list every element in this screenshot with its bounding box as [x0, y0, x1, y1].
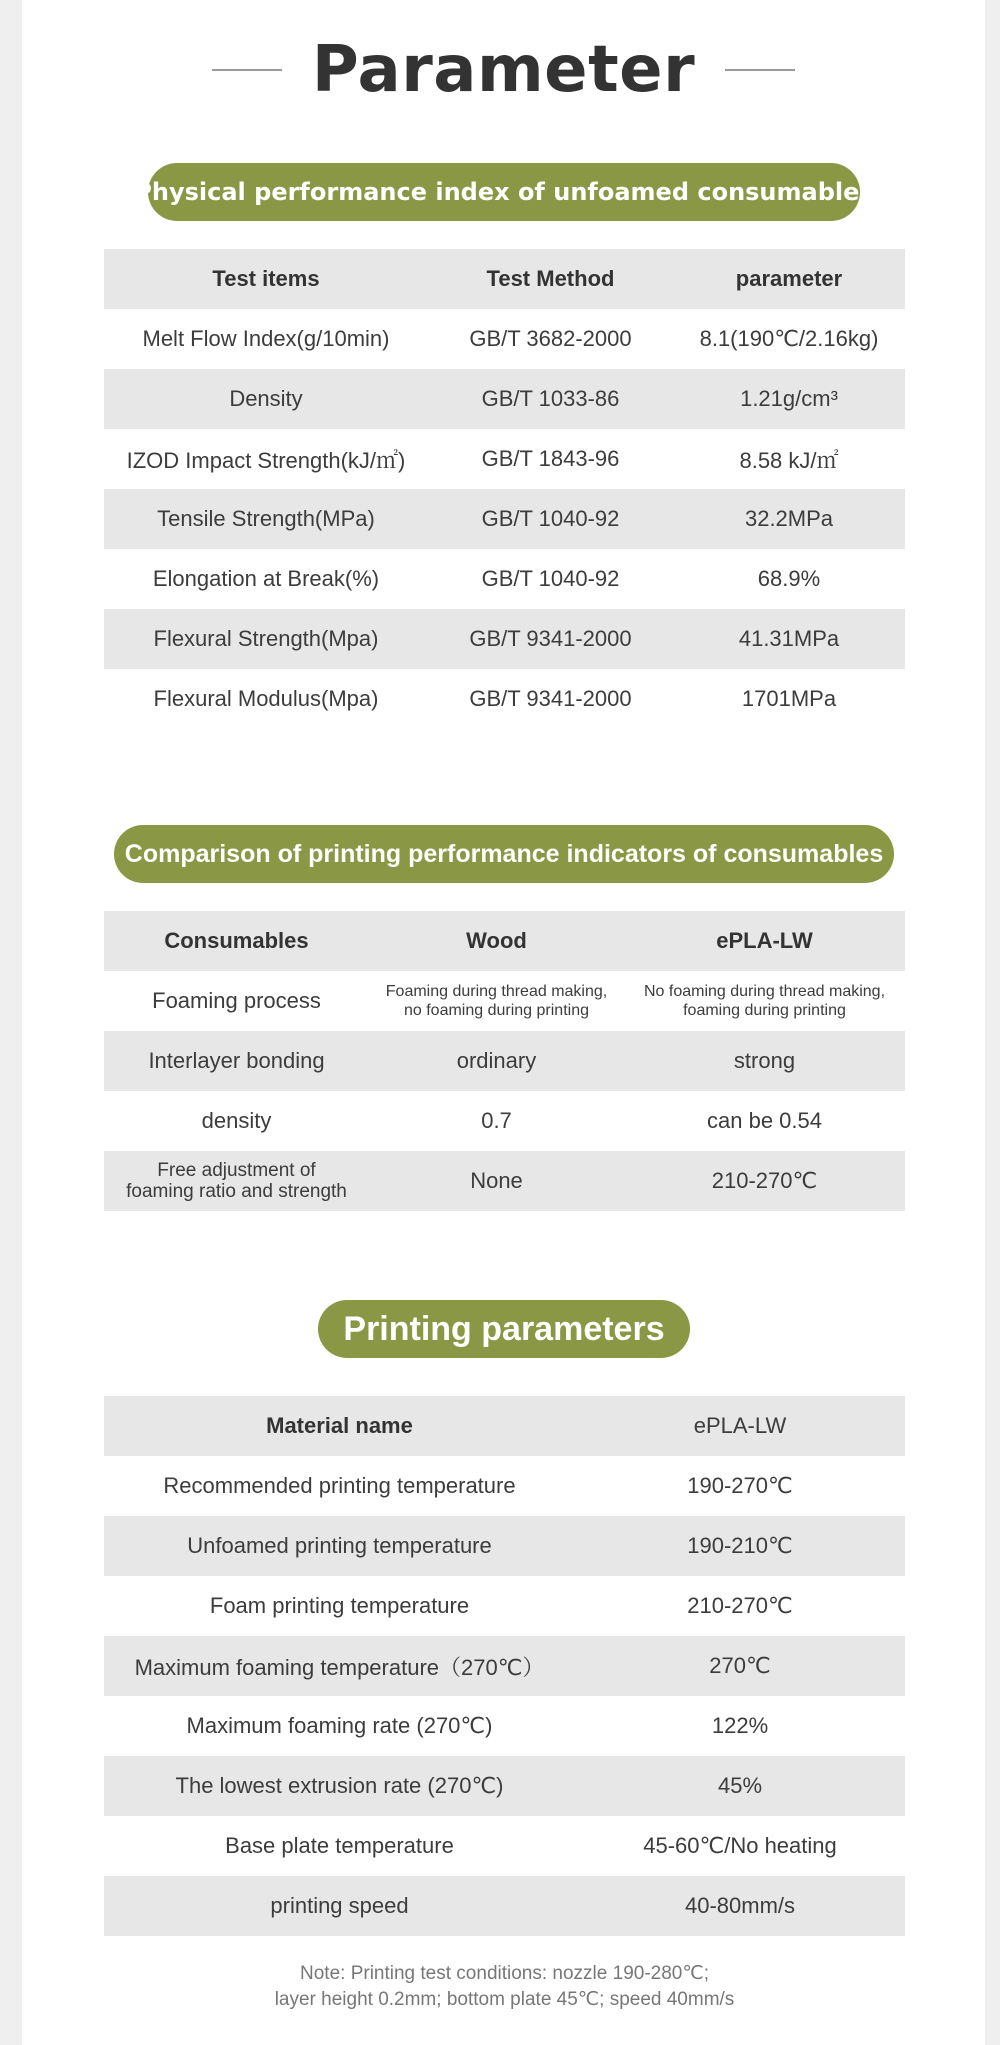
table-cell: Base plate temperature: [225, 1833, 454, 1858]
table-header-row: [104, 249, 905, 309]
table-cell: GB/T 9341-2000: [469, 686, 632, 711]
table-header-row: [104, 911, 905, 971]
table-cell: 45-60℃/No heating: [643, 1833, 837, 1858]
cell-line: No foaming during thread making,: [643, 983, 886, 1000]
table-cell: 32.2MPa: [673, 489, 905, 549]
cell-line: foaming ratio and strength: [126, 1181, 347, 1202]
table-cell: Interlayer bonding: [104, 1031, 369, 1091]
table-row: [104, 1816, 905, 1876]
page-heading: [22, 35, 985, 105]
table-row: [104, 1636, 905, 1696]
column-header: Consumables: [104, 911, 369, 971]
table-cell: 210-270℃: [624, 1151, 905, 1211]
table-cell: 41.31MPa: [673, 609, 905, 669]
table-cell: Unfoamed printing temperature: [104, 1516, 575, 1576]
table-cell: Maximum foaming rate (270℃): [186, 1713, 493, 1738]
table-row: [104, 309, 905, 369]
table-cell: 210-270℃: [687, 1593, 793, 1618]
table-row: [104, 1031, 905, 1091]
table-cell: GB/T 1040-92: [428, 489, 673, 549]
table-row: [104, 369, 905, 429]
table-row: [104, 1876, 905, 1936]
column-header: Test items: [104, 249, 428, 309]
table-cell: GB/T 1033-86: [428, 369, 673, 429]
cell-line: no foaming during printing: [403, 1002, 589, 1019]
table-row: [104, 1516, 905, 1576]
table-cell: Flexural Modulus(Mpa): [153, 686, 379, 711]
comparison-table: [104, 911, 905, 1211]
table-row: [104, 429, 905, 489]
table-cell: 190-210℃: [575, 1516, 905, 1576]
table-cell: printing speed: [104, 1876, 575, 1936]
section-comparison-heading: Comparison of printing performance indicators of consumables: [114, 825, 894, 883]
table-row: [104, 1756, 905, 1816]
table-cell: 190-270℃: [687, 1473, 793, 1498]
table-cell: The lowest extrusion rate (270℃): [104, 1756, 575, 1816]
page-title: Parameter: [311, 33, 696, 107]
table-row: [104, 609, 905, 669]
table-row: [104, 669, 905, 729]
column-header: Wood: [369, 911, 624, 971]
table-row: [104, 1091, 905, 1151]
table-cell: 122%: [711, 1713, 769, 1738]
table-cell: 270℃: [575, 1636, 905, 1696]
heading-rule-left: [212, 69, 282, 71]
note-line: Note: Printing test conditions: nozzle 190-280℃;: [300, 1963, 709, 1984]
table-cell: 68.9%: [757, 566, 821, 591]
page-sheet: [22, 0, 985, 2045]
table-cell: 0.7: [481, 1108, 512, 1133]
table-cell: 8.1(190℃/2.16kg): [699, 326, 879, 351]
table-row: [104, 489, 905, 549]
table-cell: GB/T 3682-2000: [469, 326, 632, 351]
table-cell: 1701MPa: [741, 686, 837, 711]
table-cell: [624, 971, 905, 1031]
table-row: [104, 971, 905, 1031]
table-row: [104, 1151, 905, 1211]
column-header: ePLA-LW: [575, 1396, 905, 1456]
table-cell: strong: [624, 1031, 905, 1091]
table-cell: Flexural Strength(Mpa): [104, 609, 428, 669]
table-row: [104, 1456, 905, 1516]
table-cell: Density: [104, 369, 428, 429]
table-row: [104, 549, 905, 609]
note-line: layer height 0.2mm; bottom plate 45℃; speed 40mm/s: [274, 1989, 735, 2010]
table-cell: GB/T 9341-2000: [428, 609, 673, 669]
table-cell: GB/T 1040-92: [481, 566, 620, 591]
table-row: [104, 1576, 905, 1636]
cell-line: foaming during printing: [683, 1002, 846, 1019]
table-cell: Foaming process: [152, 988, 321, 1013]
table-cell: 40-80mm/s: [575, 1876, 905, 1936]
table-cell: can be 0.54: [707, 1108, 822, 1133]
table-cell: density: [201, 1108, 272, 1133]
section-printing-heading: Printing parameters: [318, 1300, 690, 1358]
table-cell: ordinary: [369, 1031, 624, 1091]
table-cell: 1.21g/cm³: [673, 369, 905, 429]
table-cell: Recommended printing temperature: [163, 1473, 516, 1498]
column-header: Test Method: [428, 249, 673, 309]
printing-parameters-table: [104, 1396, 905, 1936]
table-cell: [369, 971, 624, 1031]
heading-rule-right: [725, 69, 795, 71]
table-cell: [104, 1151, 369, 1211]
column-header: Material name: [104, 1396, 575, 1456]
column-header: ePLA-LW: [624, 911, 905, 971]
table-cell: Tensile Strength(MPa): [104, 489, 428, 549]
table-row: [104, 1696, 905, 1756]
table-cell: Melt Flow Index(g/10min): [142, 326, 390, 351]
table-cell: GB/T 1843-96: [481, 446, 620, 471]
cell-line: Free adjustment of: [157, 1160, 316, 1181]
table-header-row: [104, 1396, 905, 1456]
table-cell: None: [369, 1151, 624, 1211]
column-header: parameter: [673, 249, 905, 309]
table-cell: Foam printing temperature: [209, 1593, 470, 1618]
table-cell: 8.58 kJ/㎡: [739, 447, 839, 473]
table-cell: Maximum foaming temperature（270℃）: [104, 1636, 575, 1696]
physical-performance-table: [104, 249, 905, 729]
table-cell: IZOD Impact Strength(kJ/㎡): [126, 447, 406, 473]
test-conditions-note: [104, 1961, 905, 2013]
table-cell: Elongation at Break(%): [152, 566, 380, 591]
section-physical-heading: Physical performance index of unfoamed consumables: [148, 163, 860, 221]
table-cell: 45%: [575, 1756, 905, 1816]
cell-line: Foaming during thread making,: [385, 983, 608, 1000]
